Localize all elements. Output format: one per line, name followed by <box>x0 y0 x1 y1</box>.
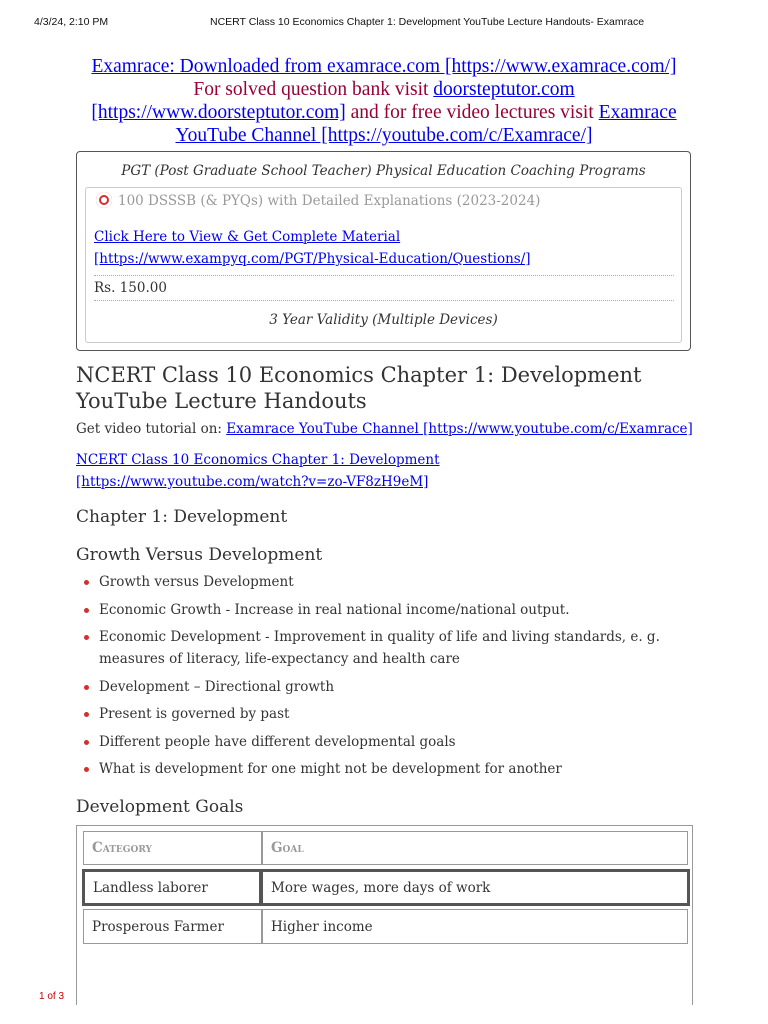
video-channel-link[interactable]: Examrace YouTube Channel [https://www.youtube.com/c/Examrace] <box>226 421 693 437</box>
development-goals-table <box>76 825 693 1005</box>
list-item: What is development for one might not be development for another <box>76 758 686 780</box>
print-header <box>0 16 768 32</box>
goals-heading: Development Goals <box>76 797 244 817</box>
growth-heading: Growth Versus Development <box>76 545 323 565</box>
growth-list <box>76 571 686 786</box>
promo-title: PGT (Post Graduate School Teacher) Physical Education Coaching Programs <box>121 163 646 179</box>
video-tutorial-line <box>76 421 693 437</box>
divider <box>94 300 674 301</box>
promo-card <box>85 187 682 343</box>
promo-price: Rs. 150.00 <box>94 280 167 296</box>
doorsteptutor-link[interactable]: doorsteptutor.com [https://www.doorsteptutor.com] <box>91 79 575 123</box>
print-title: NCERT Class 10 Economics Chapter 1: Development YouTube Lecture Handouts- Examrace <box>210 16 645 28</box>
table-cell: More wages, more days of work <box>260 869 690 906</box>
list-item: Development – Directional growth <box>76 676 686 698</box>
promo-validity: 3 Year Validity (Multiple Devices) <box>269 312 498 328</box>
table-cell: Prosperous Farmer <box>83 909 262 944</box>
youtube-channel-link[interactable]: Examrace YouTube Channel [https://youtube.com/c/Examrace/] <box>175 102 677 146</box>
list-item: Growth versus Development <box>76 571 686 593</box>
list-item: Different people have different developmental goals <box>76 731 686 753</box>
promo-product: 100 DSSSB (& PYQs) with Detailed Explanations (2023-2024) <box>118 193 541 209</box>
target-icon <box>96 192 112 208</box>
page-title: NCERT Class 10 Economics Chapter 1: Development YouTube Lecture Handouts <box>76 363 642 413</box>
ncert-video-link[interactable]: NCERT Class 10 Economics Chapter 1: Development [https://www.youtube.com/watch?v=zo-VF8zH9eM] <box>76 452 440 490</box>
video-prefix: Get video tutorial on: <box>76 421 227 437</box>
page-number: 1 of 3 <box>39 991 65 1002</box>
divider <box>94 275 674 276</box>
list-item: Present is governed by past <box>76 703 686 725</box>
free-video-text: and for free video lectures visit <box>345 102 599 123</box>
table-cell: Higher income <box>262 909 688 944</box>
list-item: Economic Growth - Increase in real national income/national output. <box>76 599 686 621</box>
print-date: 4/3/24, 2:10 PM <box>34 16 109 28</box>
promo-material-link[interactable]: Click Here to View & Get Complete Material [https://www.exampyq.com/PGT/Physical-Education/Questions/] <box>94 229 531 267</box>
list-item: Economic Development - Improvement in quality of life and living standards, e. g. measures of literacy, life-expectancy and health care <box>76 626 686 670</box>
table-cell: Landless laborer <box>82 869 262 906</box>
examrace-link[interactable]: Examrace: Downloaded from examrace.com [https://www.examrace.com/] <box>91 56 677 77</box>
table-header-category: Category <box>83 831 262 865</box>
table-header-goal: Goal <box>262 831 688 865</box>
ncert-video-line <box>76 449 676 493</box>
solved-prefix: For solved question bank visit <box>193 79 434 100</box>
promo-box <box>76 151 691 351</box>
download-banner <box>76 55 692 147</box>
chapter-heading: Chapter 1: Development <box>76 507 288 527</box>
